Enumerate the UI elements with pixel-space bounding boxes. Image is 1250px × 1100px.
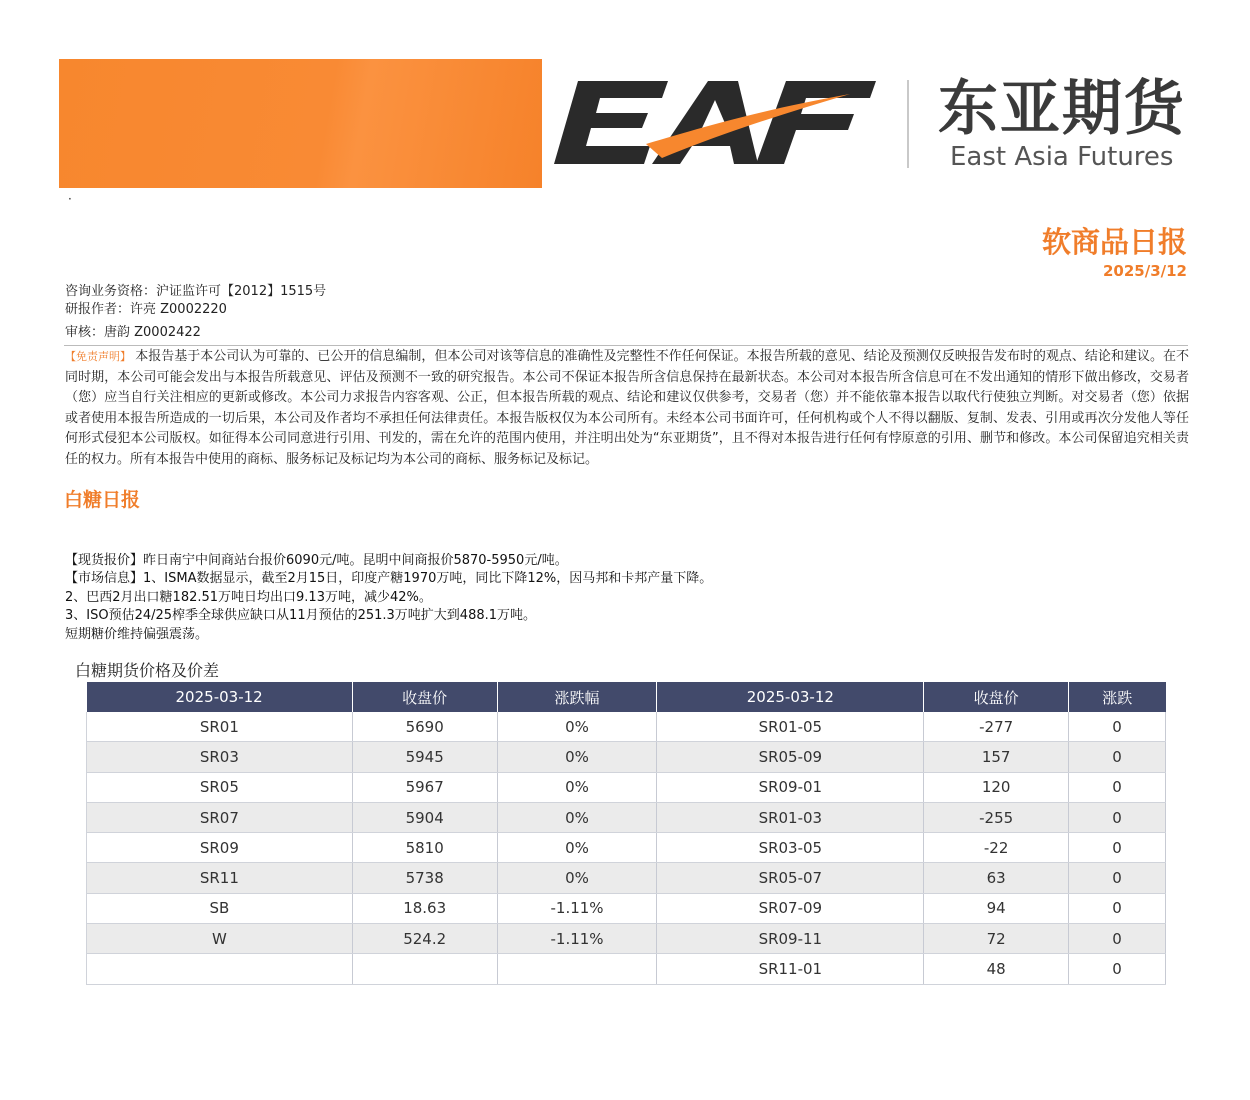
spread-change-cell: 0	[1069, 863, 1166, 893]
change-cell: 0%	[497, 863, 657, 893]
contract-cell: SR09	[87, 833, 353, 863]
spread-change-cell: 0	[1069, 772, 1166, 802]
header-date-spread: 2025-03-12	[657, 682, 924, 712]
table-row	[87, 802, 1166, 832]
header-spread-change: 涨跌	[1069, 682, 1166, 712]
change-cell: -1.11%	[497, 893, 657, 923]
change-cell: 0%	[497, 772, 657, 802]
spread-cell: SR01-05	[657, 712, 924, 742]
market-info-line-3: 3、ISO预估24/25榨季全球供应缺口从11月预估的251.3万吨扩大到488.1万吨。	[65, 608, 537, 623]
close-cell: 5810	[352, 833, 497, 863]
close-cell: 5690	[352, 712, 497, 742]
disclaimer-tag: 【免责声明】	[65, 350, 132, 363]
change-cell: 0%	[497, 802, 657, 832]
contract-cell: SR07	[87, 802, 353, 832]
disclaimer	[65, 347, 1189, 471]
spread-change-cell: 0	[1069, 802, 1166, 832]
close-cell: 524.2	[352, 924, 497, 954]
spread-cell: SR01-03	[657, 802, 924, 832]
spread-close-cell: 63	[924, 863, 1069, 893]
table-header-row	[87, 682, 1166, 712]
spread-cell: SR03-05	[657, 833, 924, 863]
market-info-line-2: 2、巴西2月出口糖182.51万吨日均出口9.13万吨，减少42%。	[65, 590, 432, 605]
brand-name-en: East Asia Futures	[950, 142, 1174, 172]
author-info: 研报作者：许亮 Z0002220	[65, 302, 227, 317]
license-info: 咨询业务资格：沪证监许可【2012】1515号	[65, 284, 327, 299]
table-row	[87, 893, 1166, 923]
table-row	[87, 742, 1166, 772]
spread-cell: SR05-07	[657, 863, 924, 893]
spot-price-line: 【现货报价】昨日南宁中间商站台报价6090元/吨。昆明中间商报价5870-5950元/吨。	[65, 553, 568, 568]
outlook-line: 短期糖价维持偏强震荡。	[65, 627, 209, 642]
spread-cell: SR07-09	[657, 893, 924, 923]
header-spread-close: 收盘价	[924, 682, 1069, 712]
spread-close-cell: 72	[924, 924, 1069, 954]
table-row	[87, 833, 1166, 863]
report-date: 2025/3/12	[1102, 262, 1187, 280]
change-cell: -1.11%	[497, 924, 657, 954]
section-title: 白糖日报	[64, 489, 141, 511]
contract-cell: W	[87, 924, 353, 954]
spread-change-cell: 0	[1069, 924, 1166, 954]
contract-cell	[87, 954, 353, 984]
bullet-dot: ·	[68, 192, 72, 206]
header-banner	[59, 59, 542, 188]
contract-cell: SR03	[87, 742, 353, 772]
brand-name-cn: 东亚期货	[938, 74, 1186, 144]
divider-line	[64, 345, 1188, 346]
spread-close-cell: 120	[924, 772, 1069, 802]
table-row	[87, 954, 1166, 984]
eaf-logo-icon	[550, 76, 880, 171]
spread-close-cell: -277	[924, 712, 1069, 742]
table-row	[87, 712, 1166, 742]
contract-cell: SB	[87, 893, 353, 923]
spread-close-cell: -255	[924, 802, 1069, 832]
close-cell: 5945	[352, 742, 497, 772]
table-caption: 白糖期货价格及价差	[75, 661, 220, 680]
spread-close-cell: 157	[924, 742, 1069, 772]
spread-cell: SR09-11	[657, 924, 924, 954]
contract-cell: SR01	[87, 712, 353, 742]
table-row	[87, 772, 1166, 802]
spread-close-cell: 48	[924, 954, 1069, 984]
spread-cell: SR05-09	[657, 742, 924, 772]
market-info-line: 【市场信息】1、ISMA数据显示，截至2月15日，印度产糖1970万吨，同比下降12%，因马邦和卡邦产量下降。	[65, 571, 713, 586]
spread-close-cell: 94	[924, 893, 1069, 923]
spread-cell: SR11-01	[657, 954, 924, 984]
change-cell: 0%	[497, 833, 657, 863]
header-change-pct: 涨跌幅	[497, 682, 657, 712]
header-close: 收盘价	[352, 682, 497, 712]
close-cell: 5967	[352, 772, 497, 802]
company-logo	[550, 62, 1200, 187]
spread-change-cell: 0	[1069, 833, 1166, 863]
contract-cell: SR05	[87, 772, 353, 802]
spread-close-cell: -22	[924, 833, 1069, 863]
close-cell	[352, 954, 497, 984]
change-cell: 0%	[497, 712, 657, 742]
change-cell: 0%	[497, 742, 657, 772]
disclaimer-text: 本报告基于本公司认为可靠的、已公开的信息编制，但本公司对该等信息的准确性及完整性不作任何保证。本报告所载的意见、结论及预测仅反映报告发布时的观点、结论和建议。在不同时期，本公司可能会发出与本报告所载意见、评估及预测不一致的研究报告。本公司不保证本报告所含信息保持在最新状态。本公司对本报告所含信息可在不发出通知的情形下做出修改，交易者（您）应当自行关注相应的更新或修改。本公司力求报告内容客观、公正，但本报告所载的观点、结论和建议仅供参考，交易者（您）并不能依靠本报告以取代行使独立判断。对交易者（您）依据或者使用本报告所造成的一切后果，本公司及作者均不承担任何法律责任。本报告版权仅为本公司所有。未经本公司书面许可，任何机构或个人不得以翻版、复制、发表、引用或再次分发他人等任何形式侵犯本公司版权。如征得本公司同意进行引用、刊发的，需在允许的范围内使用，并注明出处为“东亚期货”，且不得对本报告进行任何有悖原意的引用、删节和修改。本公司保留追究相关责任的权力。所有本报告中使用的商标、服务标记及标记均为本公司的商标、服务标记及标记。	[65, 349, 1189, 467]
spread-change-cell: 0	[1069, 954, 1166, 984]
spread-cell: SR09-01	[657, 772, 924, 802]
spread-change-cell: 0	[1069, 742, 1166, 772]
reviewer-info: 审核：唐韵 Z0002422	[65, 325, 201, 340]
spread-change-cell: 0	[1069, 712, 1166, 742]
table-row	[87, 924, 1166, 954]
header-date: 2025-03-12	[87, 682, 353, 712]
close-cell: 5738	[352, 863, 497, 893]
change-cell	[497, 954, 657, 984]
table-row	[87, 863, 1166, 893]
price-spread-table	[86, 682, 1166, 985]
close-cell: 18.63	[352, 893, 497, 923]
report-title: 软商品日报	[1041, 225, 1187, 259]
logo-divider	[907, 80, 909, 168]
contract-cell: SR11	[87, 863, 353, 893]
close-cell: 5904	[352, 802, 497, 832]
spread-change-cell: 0	[1069, 893, 1166, 923]
